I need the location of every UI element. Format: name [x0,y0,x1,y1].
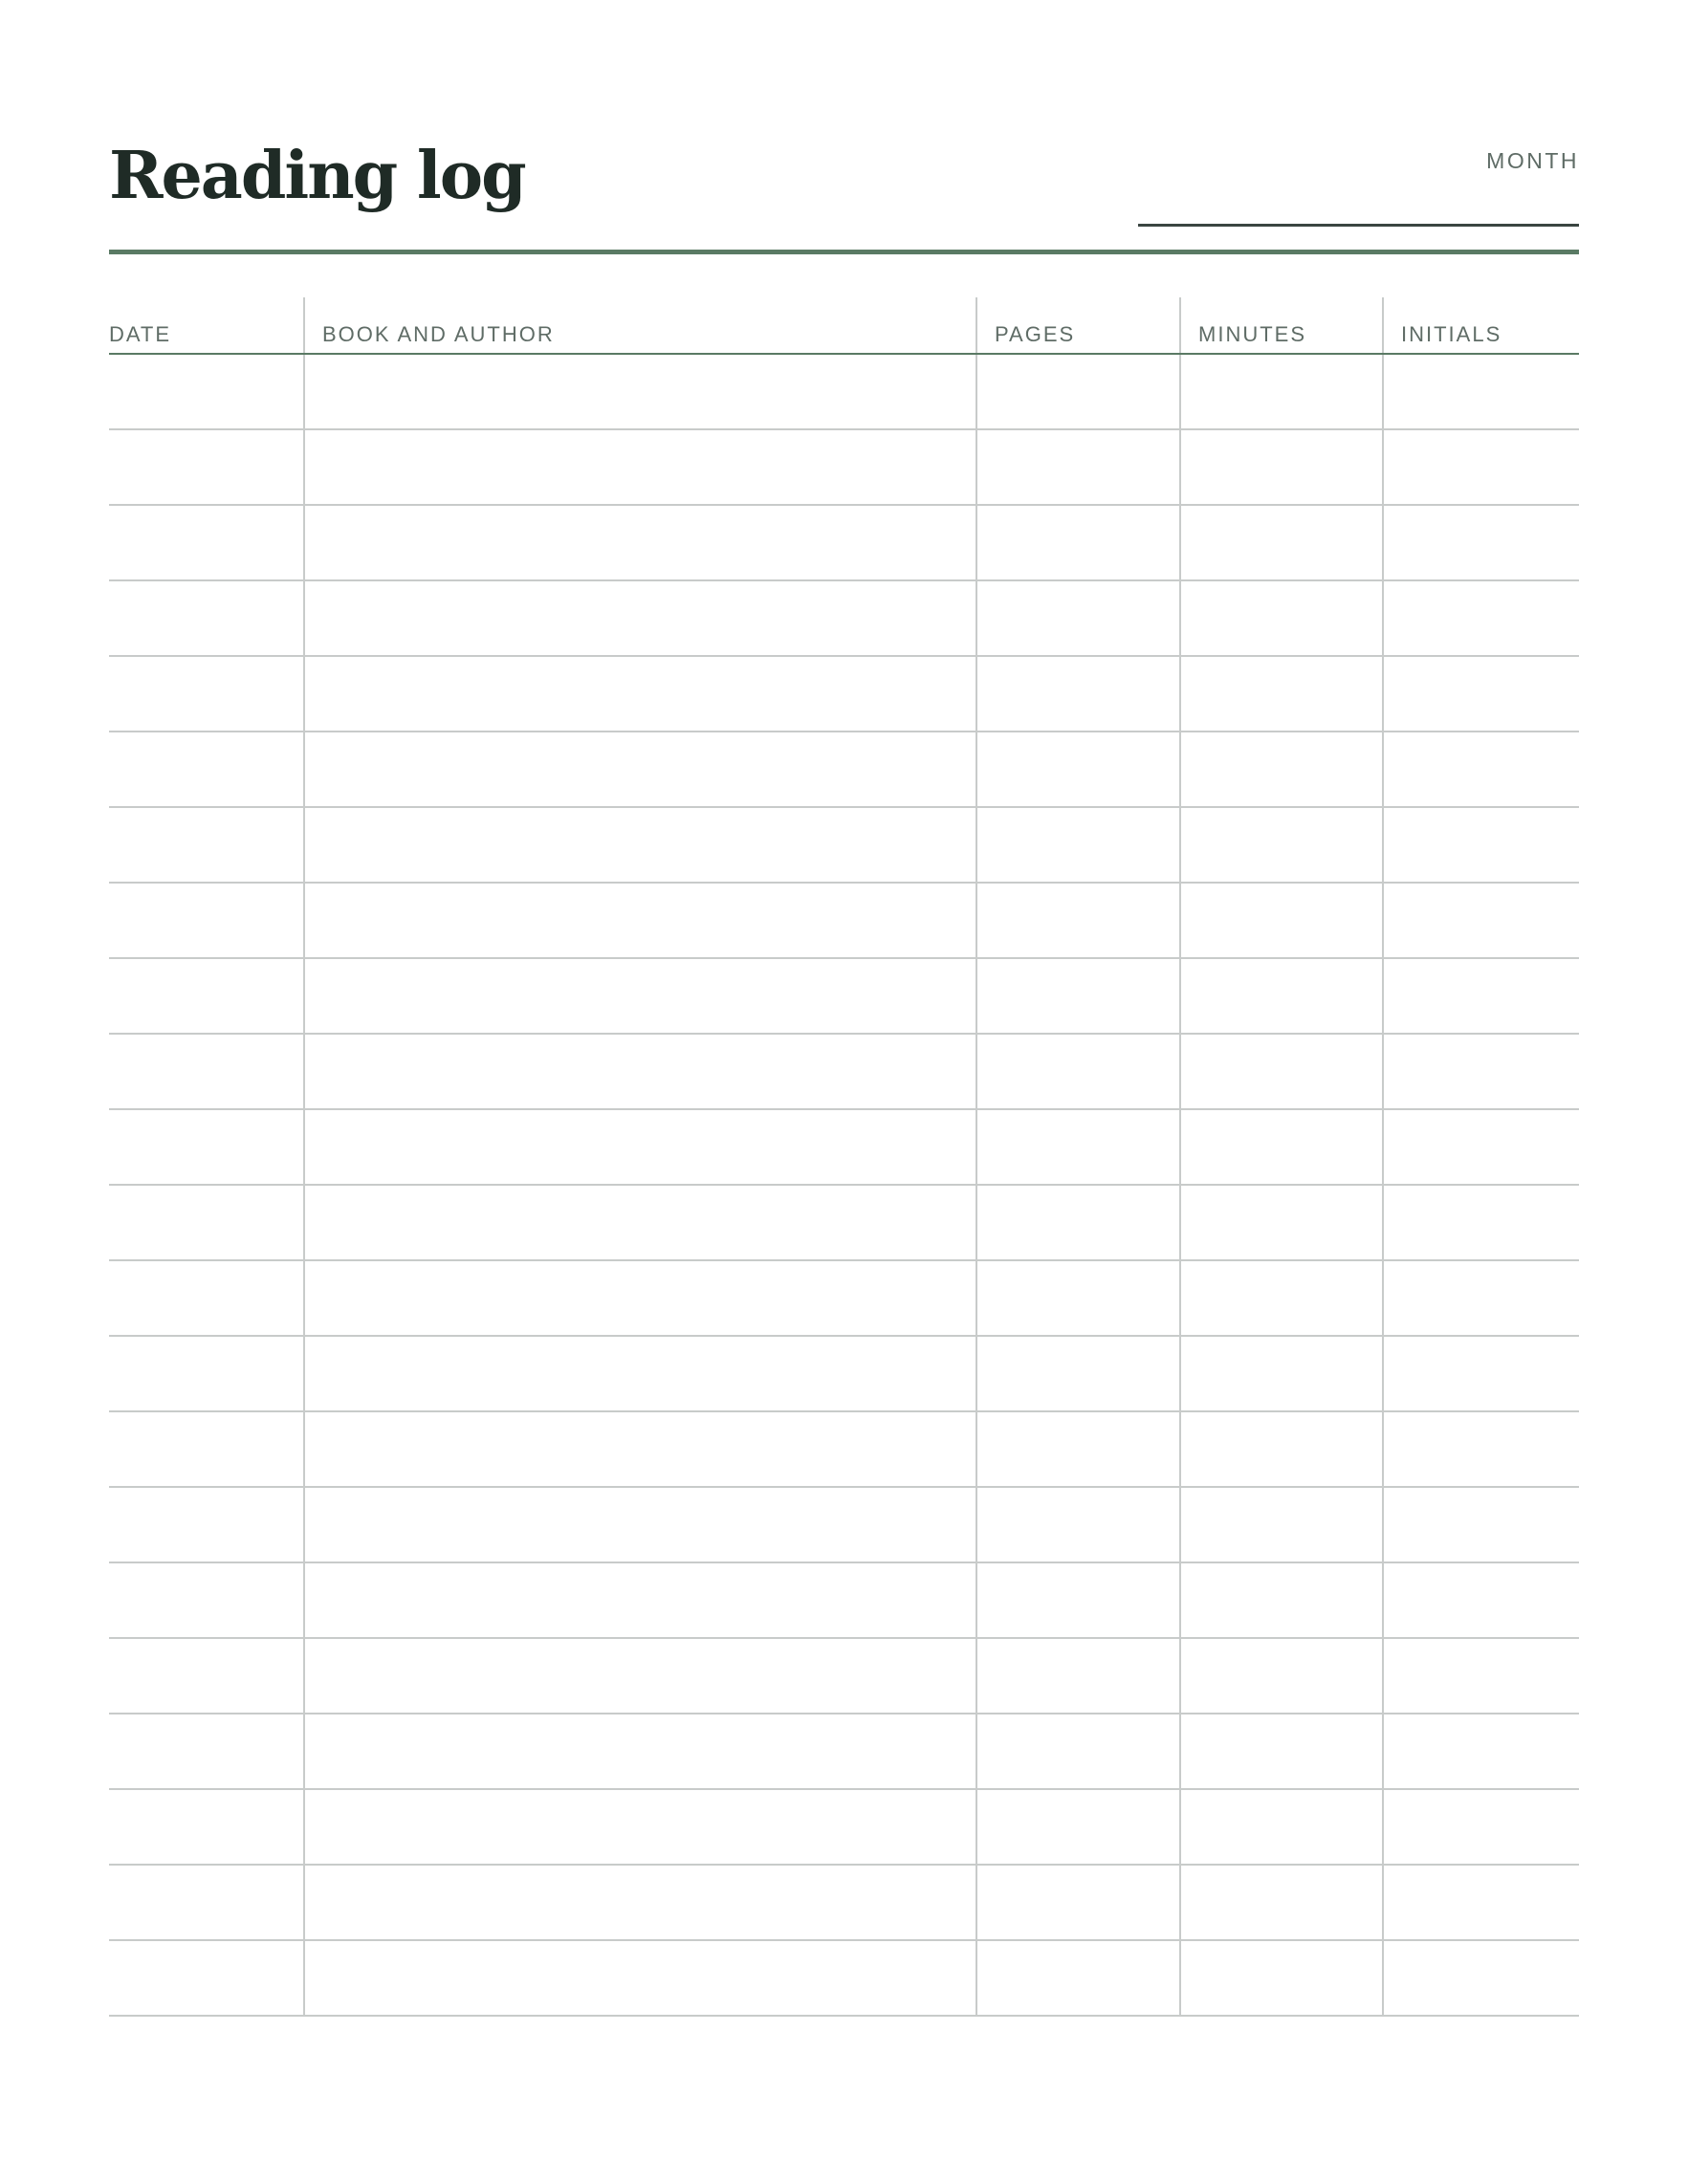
initials-cell[interactable] [1383,1940,1579,2016]
initials-cell[interactable] [1383,1336,1579,1411]
minutes-cell[interactable] [1180,1411,1383,1487]
table-row [109,1865,1579,1940]
table-body [109,354,1579,2016]
pages-cell[interactable] [976,1714,1180,1789]
book-and-author-cell[interactable] [304,429,976,505]
book-and-author-cell[interactable] [304,1562,976,1638]
table-row [109,1411,1579,1487]
minutes-cell[interactable] [1180,429,1383,505]
pages-cell[interactable] [976,1487,1180,1562]
minutes-cell[interactable] [1180,883,1383,958]
book-and-author-cell[interactable] [304,1714,976,1789]
table-row [109,1714,1579,1789]
minutes-cell[interactable] [1180,1487,1383,1562]
initials-cell[interactable] [1383,1034,1579,1109]
minutes-cell[interactable] [1180,1865,1383,1940]
minutes-cell[interactable] [1180,1034,1383,1109]
book-and-author-cell[interactable] [304,656,976,732]
pages-cell[interactable] [976,1940,1180,2016]
pages-cell[interactable] [976,807,1180,883]
table-row [109,732,1579,807]
book-and-author-cell[interactable] [304,1411,976,1487]
book-and-author-cell[interactable] [304,1865,976,1940]
reading-log-table [109,297,1579,2017]
table-row [109,1789,1579,1865]
minutes-cell[interactable] [1180,1638,1383,1714]
date-cell[interactable] [109,1940,304,2016]
pages-cell[interactable] [976,1109,1180,1185]
pages-cell[interactable] [976,429,1180,505]
minutes-cell[interactable] [1180,354,1383,429]
pages-cell[interactable] [976,1411,1180,1487]
date-cell[interactable] [109,656,304,732]
pages-cell[interactable] [976,1260,1180,1336]
initials-cell[interactable] [1383,732,1579,807]
column-header-date: DATE [109,297,304,354]
table-row [109,429,1579,505]
initials-cell[interactable] [1383,505,1579,580]
date-cell[interactable] [109,354,304,429]
initials-cell[interactable] [1383,1109,1579,1185]
table-row [109,1185,1579,1260]
book-and-author-cell[interactable] [304,958,976,1034]
book-and-author-cell[interactable] [304,1336,976,1411]
initials-cell[interactable] [1383,429,1579,505]
table-row [109,1940,1579,2016]
date-cell[interactable] [109,732,304,807]
minutes-cell[interactable] [1180,732,1383,807]
initials-cell[interactable] [1383,1714,1579,1789]
table-row [109,1336,1579,1411]
date-cell[interactable] [109,807,304,883]
pages-cell[interactable] [976,656,1180,732]
initials-cell[interactable] [1383,1638,1579,1714]
minutes-cell[interactable] [1180,656,1383,732]
date-cell[interactable] [109,1714,304,1789]
book-and-author-cell[interactable] [304,1185,976,1260]
initials-cell[interactable] [1383,807,1579,883]
table-row [109,1260,1579,1336]
month-input-line[interactable] [1138,224,1579,227]
table-row [109,580,1579,656]
pages-cell[interactable] [976,732,1180,807]
column-header-pages: PAGES [976,297,1180,354]
book-and-author-cell[interactable] [304,1789,976,1865]
minutes-cell[interactable] [1180,1714,1383,1789]
date-cell[interactable] [109,1034,304,1109]
pages-cell[interactable] [976,883,1180,958]
pages-cell[interactable] [976,1034,1180,1109]
initials-cell[interactable] [1383,958,1579,1034]
book-and-author-cell[interactable] [304,807,976,883]
pages-cell[interactable] [976,1562,1180,1638]
initials-cell[interactable] [1383,580,1579,656]
minutes-cell[interactable] [1180,1260,1383,1336]
date-cell[interactable] [109,1336,304,1411]
book-and-author-cell[interactable] [304,1638,976,1714]
header-row [109,297,1579,354]
date-cell[interactable] [109,1260,304,1336]
table-row [109,1109,1579,1185]
pages-cell[interactable] [976,580,1180,656]
minutes-cell[interactable] [1180,1185,1383,1260]
date-cell[interactable] [109,505,304,580]
date-cell[interactable] [109,1109,304,1185]
pages-cell[interactable] [976,1638,1180,1714]
book-and-author-cell[interactable] [304,1109,976,1185]
pages-cell[interactable] [976,1789,1180,1865]
initials-cell[interactable] [1383,1487,1579,1562]
date-cell[interactable] [109,958,304,1034]
book-and-author-cell[interactable] [304,580,976,656]
initials-cell[interactable] [1383,1260,1579,1336]
date-cell[interactable] [109,1562,304,1638]
initials-cell[interactable] [1383,656,1579,732]
table-row [109,1034,1579,1109]
minutes-cell[interactable] [1180,580,1383,656]
table-row [109,883,1579,958]
pages-cell[interactable] [976,1185,1180,1260]
date-cell[interactable] [109,1411,304,1487]
table-header [109,297,1579,354]
initials-cell[interactable] [1383,883,1579,958]
minutes-cell[interactable] [1180,1789,1383,1865]
date-cell[interactable] [109,1487,304,1562]
pages-cell[interactable] [976,505,1180,580]
column-header-initials: INITIALS [1383,297,1579,354]
table-row [109,1562,1579,1638]
book-and-author-cell[interactable] [304,1487,976,1562]
table-row [109,354,1579,429]
initials-cell[interactable] [1383,354,1579,429]
header-divider [109,250,1579,254]
book-and-author-cell[interactable] [304,883,976,958]
page-title: Reading log [109,138,525,214]
initials-cell[interactable] [1383,1865,1579,1940]
column-header-minutes: MINUTES [1180,297,1383,354]
book-and-author-cell[interactable] [304,1260,976,1336]
minutes-cell[interactable] [1180,1109,1383,1185]
minutes-cell[interactable] [1180,958,1383,1034]
book-and-author-cell[interactable] [304,732,976,807]
table-row [109,1487,1579,1562]
pages-cell[interactable] [976,958,1180,1034]
date-cell[interactable] [109,1638,304,1714]
minutes-cell[interactable] [1180,1562,1383,1638]
minutes-cell[interactable] [1180,1940,1383,2016]
pages-cell[interactable] [976,354,1180,429]
column-header-book-and-author: BOOK AND AUTHOR [304,297,976,354]
minutes-cell[interactable] [1180,1336,1383,1411]
table-row [109,958,1579,1034]
pages-cell[interactable] [976,1336,1180,1411]
pages-cell[interactable] [976,1865,1180,1940]
date-cell[interactable] [109,1865,304,1940]
table-row [109,505,1579,580]
date-cell[interactable] [109,883,304,958]
initials-cell[interactable] [1383,1185,1579,1260]
book-and-author-cell[interactable] [304,1034,976,1109]
date-cell[interactable] [109,429,304,505]
book-and-author-cell[interactable] [304,505,976,580]
initials-cell[interactable] [1383,1562,1579,1638]
table-row [109,656,1579,732]
initials-cell[interactable] [1383,1789,1579,1865]
month-label: MONTH [1486,148,1579,173]
date-cell[interactable] [109,580,304,656]
table-row [109,1638,1579,1714]
table-row [109,807,1579,883]
minutes-cell[interactable] [1180,505,1383,580]
minutes-cell[interactable] [1180,807,1383,883]
book-and-author-cell[interactable] [304,1940,976,2016]
book-and-author-cell[interactable] [304,354,976,429]
date-cell[interactable] [109,1185,304,1260]
date-cell[interactable] [109,1789,304,1865]
initials-cell[interactable] [1383,1411,1579,1487]
